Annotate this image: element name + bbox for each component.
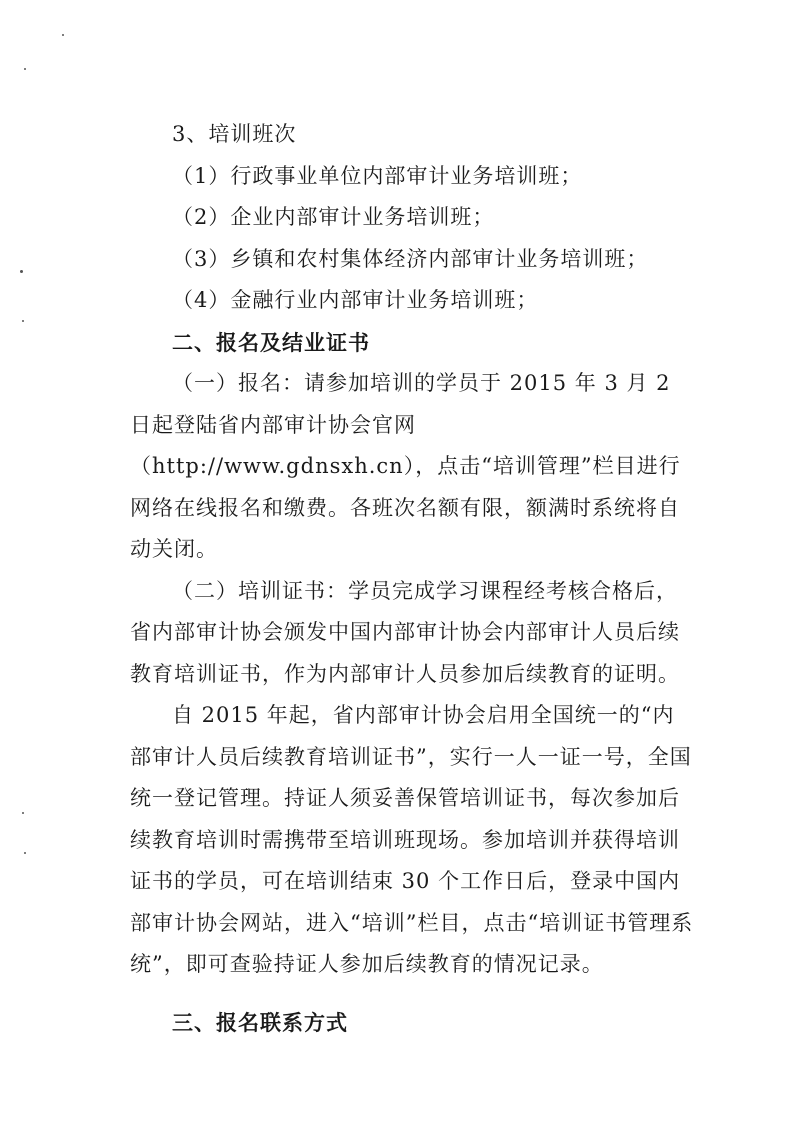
scan-speck (22, 320, 24, 322)
section-3-title: 3、培训班次 (172, 122, 297, 146)
class-item-4: （4）金融行业内部审计业务培训班； (172, 288, 539, 312)
scan-speck (24, 852, 26, 854)
scan-speck (62, 34, 64, 36)
class-item-1: （1）行政事业单位内部审计业务培训班； (172, 163, 583, 188)
class-item-2: （2）企业内部审计业务培训班； (172, 205, 495, 229)
certificate-paragraph: （二）培训证书：学员完成学习课程经考核合格后，省内部审计协会颁发中国内部审计协会内部审计人员后续教育培训证书，作为内部审计人员参加后续教育的证明。 (130, 578, 680, 686)
scan-speck (22, 812, 24, 814)
heading-registration-certificate: 二、报名及结业证书 (172, 329, 370, 355)
registration-paragraph: （一）报名：请参加培训的学员于 2015 年 3 月 2 日起登陆省内部审计协会官网（http://www.gdnsxh.cn），点击“培训管理”栏目进行网络在线报名和缴费。各班次名额有限，额满时系统将自动关闭。 (130, 371, 681, 561)
scan-speck (20, 270, 23, 273)
since-2015-paragraph: 自 2015 年起，省内部审计协会启用全国统一的“内部审计人员后续教育培训证书”，实行一人一证一号，全国统一登记管理。持证人须妥善保管培训证书，每次参加后续教育培训时需携带至培训班现场。参加培训并获得培训证书的学员，可在培训结束 30 个工作日后，登录中国内部审计协会网站，进入“培训”栏目，点击“培训证书管理系统”，即可查验持证人参加后续教育的情况记录。 (130, 703, 694, 976)
heading-contact: 三、报名联系方式 (172, 1009, 348, 1035)
document-body (130, 114, 696, 1043)
scan-speck (24, 68, 26, 70)
class-item-3: （3）乡镇和农村集体经济内部审计业务培训班； (172, 246, 649, 271)
